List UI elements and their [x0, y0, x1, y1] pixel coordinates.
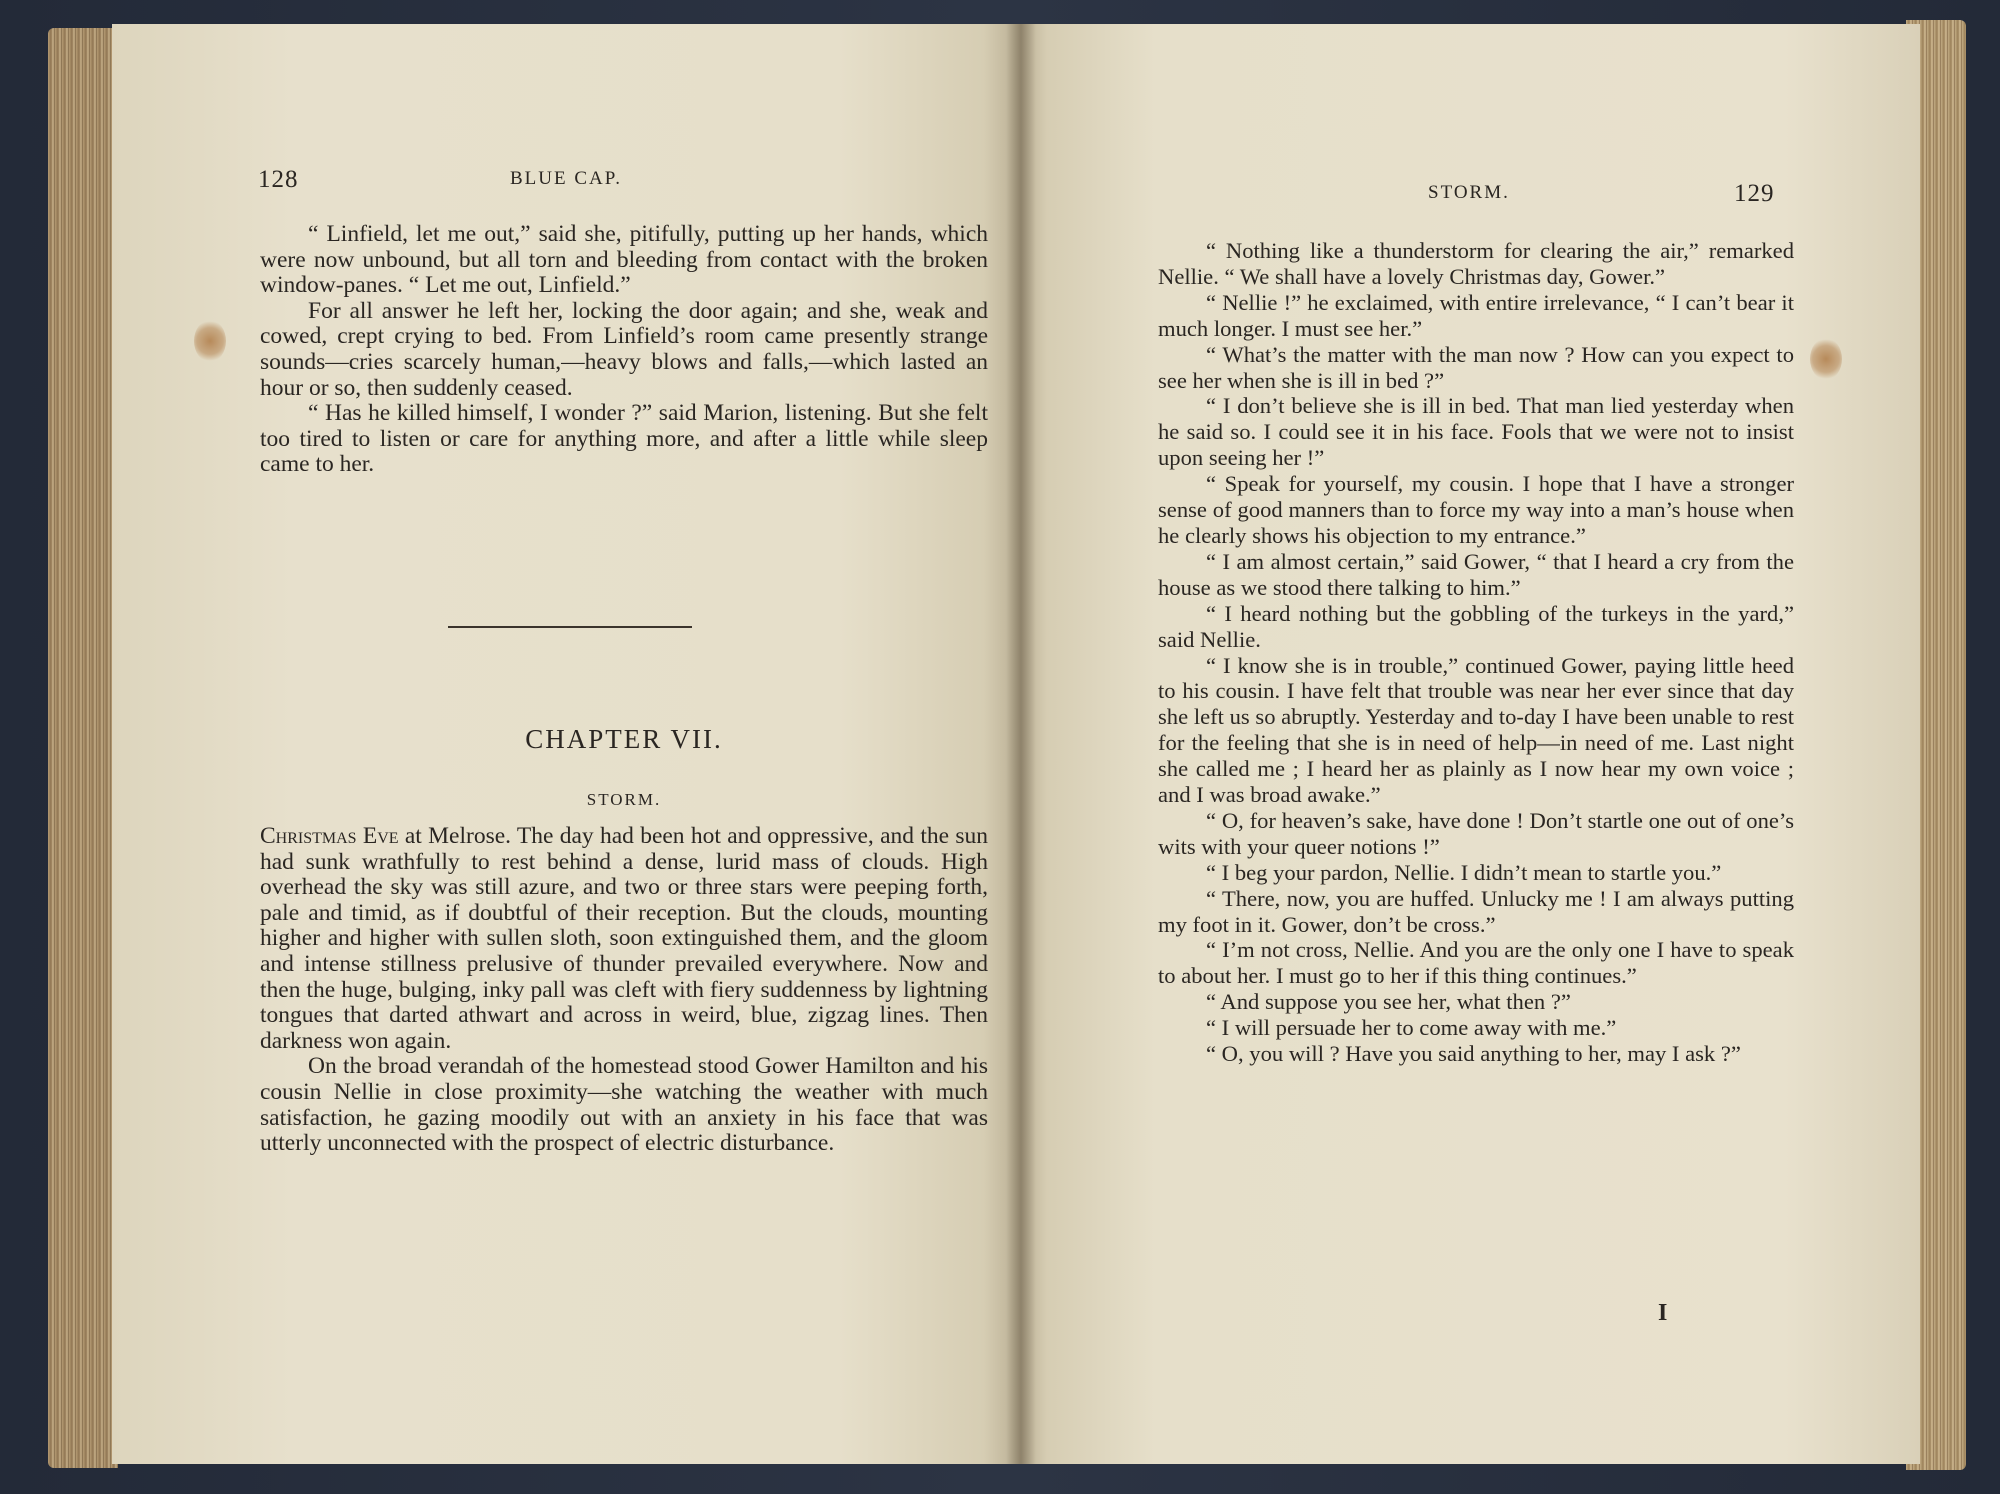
paragraph: “ I’m not cross, Nellie. And you are the only one I have to speak to about her. I must go to her if this thing continues.” — [1158, 937, 1794, 989]
paragraph: “ O, for heaven’s sake, have done ! Don’t startle one out of one’s wits with your queer notions !” — [1158, 807, 1794, 859]
paragraph: “ I will persuade her to come away with me.” — [1206, 1015, 1617, 1041]
paragraph: “ I am almost certain,” said Gower, “ that I heard a cry from the house as we stood there talking to him.” — [1158, 548, 1794, 600]
paragraph: “ Linfield, let me out,” said she, pitifully, putting up her hands, which were now unbound, but all torn and bleeding from contact with the broken window-panes. “ Let me out, Linfield.” — [260, 221, 988, 299]
book-gutter — [1006, 24, 1036, 1464]
paragraph: “ I know she is in trouble,” continued Gower, paying little heed to his cousin. I have felt that trouble was near her ever since that day she left us so abruptly. Yesterday and to-day I have been unable to rest for the feeling that she is in need of help—in need of me. Last night she called me ; I heard her as plainly as I now hear my own voice ; and I was broad awake.” — [1158, 652, 1794, 808]
running-head: STORM. — [1428, 182, 1510, 203]
right-page-text — [1158, 238, 1794, 1067]
right-page-header — [1020, 24, 1920, 207]
paragraph: “ Nothing like a thunderstorm for clearing the air,” remarked Nellie. “ We shall have a lovely Christmas day, Gower.” — [1158, 238, 1794, 289]
paragraph: “ I beg your pardon, Nellie. I didn’t mean to startle you.” — [1206, 859, 1722, 885]
paragraph: “ Has he killed himself, I wonder ?” said Marion, listening. But she felt too tired to listen or care for anything more, and after a little while sleep came to her. — [260, 400, 988, 478]
paragraph: “ Speak for yourself, my cousin. I hope that I have a stronger sense of good manners than to force my way into a man’s house when he clearly shows his objection to my entrance.” — [1158, 471, 1794, 548]
page-number: 128 — [258, 166, 299, 193]
chapter-subtitle: STORM. — [586, 790, 662, 809]
paragraph: On the broad verandah of the homestead stood Gower Hamilton and his cousin Nellie in close proximity—she watching the weather with much satisfaction, he gazing moodily out with an anxiety in his face that was utterly unconnected with the prospect of electric disturbance. — [260, 1053, 988, 1157]
section-divider — [448, 626, 692, 628]
paragraph: “ I don’t believe she is ill in bed. That man lied yesterday when he said so. I could see it in his face. Fools that we were not to insist upon seeing her !” — [1158, 393, 1794, 471]
foxing-stain — [194, 320, 226, 362]
paragraph: “ What’s the matter with the man now ? How can you expect to see her when she is ill in bed ?” — [1158, 341, 1794, 393]
chapter-title: CHAPTER VII. — [525, 724, 723, 754]
chapter-opening-paragraph — [260, 824, 988, 1054]
paragraph: “ There, now, you are huffed. Unlucky me ! I am always putting my foot in it. Gower, don’t be cross.” — [1158, 885, 1794, 937]
paragraph: “ Nellie !” he exclaimed, with entire irrelevance, “ I can’t bear it much longer. I must see her.” — [1158, 289, 1794, 341]
foxing-stain — [1810, 338, 1842, 380]
page-number: 129 — [1734, 180, 1775, 207]
paragraph: “ O, you will ? Have you said anything to her, may I ask ?” — [1206, 1041, 1741, 1067]
paragraph: For all answer he left her, locking the door again; and she, weak and cowed, crept crying to bed. From Linfield’s room came presently strange sounds—cries scarcely human,—heavy blows and falls,—which lasted an hour or so, then suddenly ceased. — [260, 297, 988, 401]
left-page-text-top — [260, 222, 988, 478]
paragraph: “ I heard nothing but the gobbling of the turkeys in the yard,” said Nellie. — [1158, 600, 1794, 652]
left-page — [112, 24, 1020, 1464]
left-page-header — [112, 24, 1020, 193]
right-page — [1020, 24, 1920, 1464]
running-head: BLUE CAP. — [510, 168, 622, 189]
left-page-text-chapter — [260, 824, 988, 1157]
paragraph: “ And suppose you see her, what then ?” — [1206, 989, 1571, 1015]
signature-mark: I — [1658, 1300, 1668, 1326]
left-page-edges — [48, 28, 118, 1468]
chapter-opening-smallcaps: Christmas Eve — [260, 823, 399, 849]
chapter-opening-rest: at Melrose. The day had been hot and oppressive, and the sun had sunk wrathfully to rest behind a dense, lurid mass of clouds. High overhead the sky was still azure, and two or three stars were peeping forth, pale and timid, as if doubtful of their reception. But the clouds, mounting higher and higher with sullen sloth, soon extinguished them, and the gloom and intense stillness prelusive of thunder prevailed everywhere. Now and then the huge, bulging, inky pall was cleft with fiery suddenness by lightning tongues that darted athwart and across in weird, blue, zigzag lines. Then darkness won again. — [260, 823, 988, 1054]
